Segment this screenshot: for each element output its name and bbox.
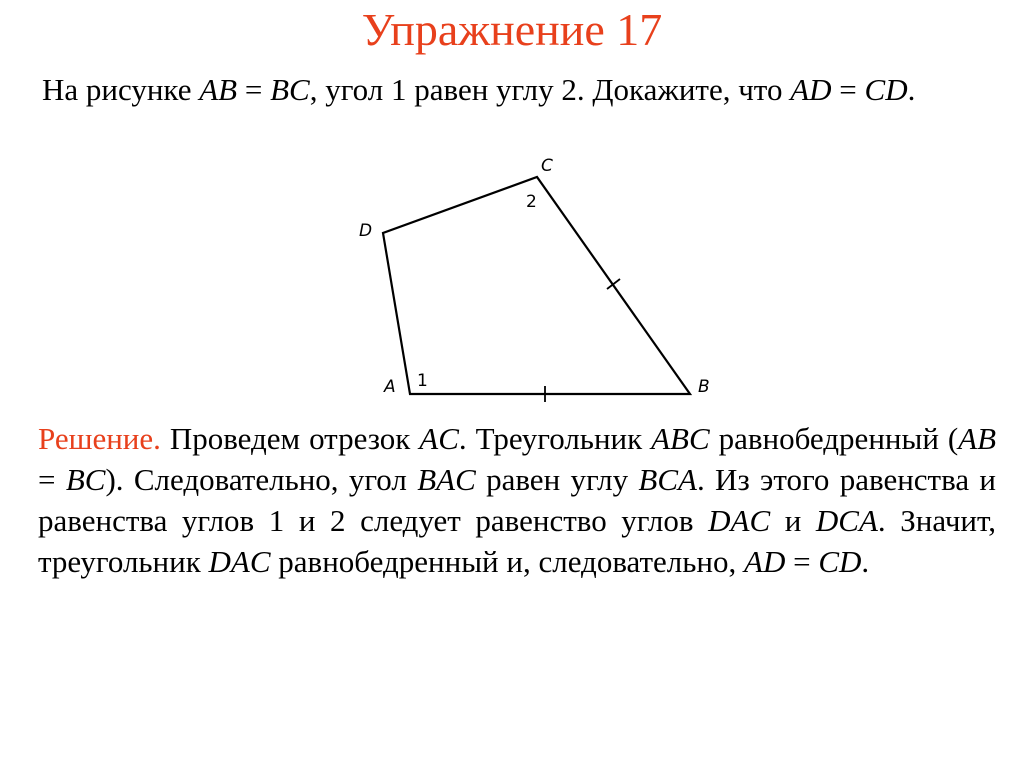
- quadrilateral-diagram: [340, 148, 740, 410]
- math-ad: AD: [744, 544, 786, 579]
- angle-label-1: 1: [417, 371, 428, 391]
- solution-text-part: равнобедренный (: [709, 421, 959, 456]
- solution-text-part: . Из этого равенства и равенства углов 1 и 2 следует равенство углов: [38, 462, 996, 538]
- math-ab: AB: [199, 72, 238, 107]
- math-ac: AC: [419, 421, 459, 456]
- math-dca: DCA: [815, 503, 878, 538]
- solution-text-part: =: [38, 462, 66, 497]
- math-ab: AB: [958, 421, 997, 456]
- problem-text: .: [907, 72, 916, 107]
- angle-label-2: 2: [526, 192, 537, 212]
- math-bc: BC: [65, 462, 106, 497]
- problem-text: , угол 1 равен углу 2. Докажите, что: [309, 72, 791, 107]
- solution-text-part: и: [770, 503, 816, 538]
- solution-text-part: ). Следовательно, угол: [105, 462, 418, 497]
- problem-text: На рисунке: [42, 72, 200, 107]
- solution-text-part: равнобедренный и, следовательно,: [270, 544, 745, 579]
- solution-text-part: . Значит, треугольник: [38, 503, 996, 579]
- solution-heading: Решение.: [38, 421, 161, 456]
- solution-text-part: . Треугольник: [458, 421, 652, 456]
- math-abc: ABC: [651, 421, 710, 456]
- math-dac: DAC: [208, 544, 271, 579]
- vertex-label-a: A: [384, 377, 396, 397]
- math-cd: CD: [864, 72, 908, 107]
- solution-text-part: Проведем отрезок: [160, 421, 420, 456]
- solution-text-part: равен углу: [475, 462, 639, 497]
- problem-text: =: [237, 72, 271, 107]
- solution-text: [38, 418, 996, 582]
- solution-text-part: =: [785, 544, 819, 579]
- math-dac: DAC: [708, 503, 771, 538]
- vertex-label-c: C: [541, 156, 553, 176]
- math-cd: CD: [818, 544, 862, 579]
- problem-text: =: [831, 72, 865, 107]
- math-bca: BCA: [638, 462, 697, 497]
- quadrilateral-figure: [340, 148, 740, 410]
- problem-statement: [42, 70, 982, 109]
- solution-text-part: .: [861, 544, 870, 579]
- vertex-label-b: B: [698, 377, 710, 397]
- math-bc: BC: [270, 72, 310, 107]
- math-ad: AD: [790, 72, 832, 107]
- vertex-label-d: D: [359, 221, 373, 241]
- slide-title: Упражнение 17: [361, 4, 663, 55]
- math-bac: BAC: [417, 462, 476, 497]
